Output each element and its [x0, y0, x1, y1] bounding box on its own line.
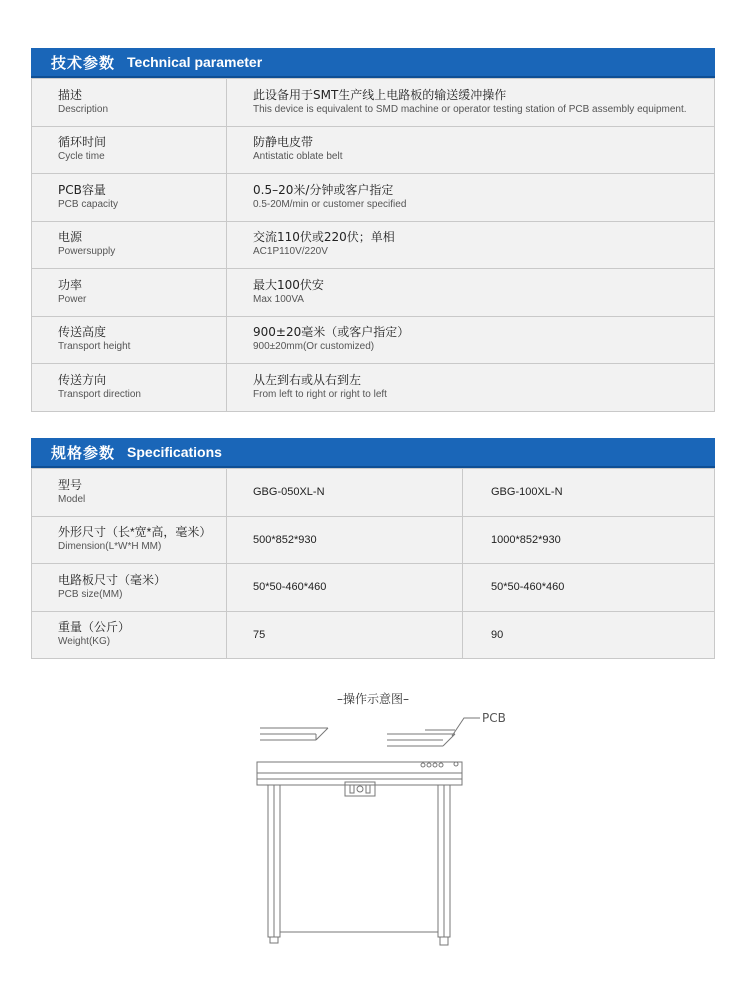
param-key-cell — [32, 174, 227, 222]
table-row — [32, 364, 715, 412]
control-box — [345, 782, 375, 796]
spec-key-cell — [32, 564, 227, 612]
spec-key-zh: 重量（公斤） — [58, 620, 131, 635]
param-key-zh: 描述 — [58, 87, 83, 102]
conveyor-top-rail — [257, 762, 462, 773]
operation-diagram — [230, 688, 530, 958]
left-leg — [268, 785, 280, 943]
spec-value-050: 500*852*930 — [227, 516, 463, 564]
param-key-zh: 传送高度 — [58, 325, 107, 340]
spec-value-100: 1000*852*930 — [463, 516, 715, 564]
spec-key-zh: 型号 — [58, 477, 83, 492]
section-title-zh: 技术参数 — [51, 53, 116, 72]
spec-value-100: GBG-100XL-N — [463, 469, 715, 517]
table-row — [32, 564, 715, 612]
spec-value-050: 50*50-460*460 — [227, 564, 463, 612]
section-title-en: Specifications — [127, 444, 222, 460]
param-value-zh: 此设备用于SMT生产线上电路板的输送缓冲操作 — [253, 87, 507, 102]
section-title-en: Technical parameter — [127, 54, 263, 70]
spec-key-zh: 电路板尺寸（毫米） — [58, 572, 167, 587]
section-title-zh: 规格参数 — [51, 443, 116, 462]
spec-value-100: 50*50-460*460 — [463, 564, 715, 612]
param-key-cell — [32, 316, 227, 364]
spec-value-050: 75 — [227, 611, 463, 659]
spec-key-cell — [32, 516, 227, 564]
param-key-cell — [32, 79, 227, 127]
specifications-table — [31, 468, 715, 659]
specifications-section — [31, 438, 715, 659]
spec-value-050: GBG-050XL-N — [227, 469, 463, 517]
pcb-label: PCB — [482, 711, 506, 725]
table-row — [32, 269, 715, 317]
sensor-knobs — [421, 762, 458, 767]
param-key-en: Transport height — [58, 341, 131, 353]
param-key-en: Powersupply — [58, 246, 116, 258]
table-row — [32, 516, 715, 564]
param-key-en: Cycle time — [58, 151, 105, 163]
param-value-cell — [227, 126, 715, 174]
spec-key-en: Dimension(L*W*H MM) — [58, 541, 162, 553]
table-row — [32, 316, 715, 364]
flow-arrow-right — [387, 730, 455, 746]
table-row — [32, 79, 715, 127]
param-value-zh: 防静电皮带 — [253, 135, 314, 150]
param-value-zh: 0.5–20米/分钟或客户指定 — [253, 182, 394, 197]
param-key-cell — [32, 221, 227, 269]
param-value-en: Max 100VA — [253, 293, 304, 305]
param-value-en: Antistatic oblate belt — [253, 151, 343, 163]
param-key-zh: 传送方向 — [58, 372, 107, 387]
param-value-en: 900±20mm(Or customized) — [253, 341, 375, 353]
param-value-zh: 从左到右或从右到左 — [253, 372, 362, 387]
spec-key-cell — [32, 469, 227, 517]
flow-arrow-left — [260, 728, 328, 740]
param-value-zh: 900±20毫米（或客户指定） — [253, 325, 410, 340]
table-row — [32, 469, 715, 517]
diagram-title: –操作示意图– — [336, 692, 409, 706]
spec-value-100: 90 — [463, 611, 715, 659]
param-key-en: PCB capacity — [58, 198, 119, 210]
right-leg — [438, 785, 450, 945]
param-key-en: Transport direction — [58, 388, 141, 400]
spec-key-zh: 外形尺寸（长*宽*高，毫米） — [58, 525, 212, 540]
param-value-en: 0.5-20M/min or customer specified — [253, 198, 407, 210]
spec-key-cell — [32, 611, 227, 659]
table-row — [32, 611, 715, 659]
param-value-en: From left to right or right to left — [253, 388, 387, 400]
param-key-cell — [32, 364, 227, 412]
technical-parameter-table — [31, 78, 715, 412]
param-key-cell — [32, 126, 227, 174]
param-value-zh: 最大100伏安 — [253, 277, 324, 292]
param-key-en: Power — [58, 293, 87, 305]
param-key-zh: 循环时间 — [58, 135, 107, 150]
param-value-zh: 交流110伏或220伏；单相 — [253, 230, 395, 245]
param-key-cell — [32, 269, 227, 317]
spec-key-en: PCB size(MM) — [58, 588, 123, 600]
pcb-leader-line — [452, 718, 480, 736]
param-value-cell — [227, 221, 715, 269]
table-row — [32, 221, 715, 269]
param-key-zh: 电源 — [58, 230, 83, 245]
param-value-cell — [227, 269, 715, 317]
param-value-en: AC1P110V/220V — [253, 246, 328, 258]
spec-key-en: Model — [58, 493, 86, 505]
param-value-cell — [227, 174, 715, 222]
param-key-en: Description — [58, 103, 109, 115]
table-row — [32, 126, 715, 174]
param-key-zh: PCB容量 — [58, 182, 106, 197]
specifications-header — [31, 438, 715, 468]
conveyor-drawing — [230, 688, 530, 958]
param-value-en: This device is equivalent to SMD machine or operator testing station of PCB assembly equipment. — [253, 103, 687, 115]
param-key-zh: 功率 — [58, 277, 83, 292]
param-value-cell — [227, 364, 715, 412]
table-row — [32, 174, 715, 222]
technical-parameter-header — [31, 48, 715, 78]
param-value-cell — [227, 316, 715, 364]
spec-key-en: Weight(KG) — [58, 636, 111, 648]
param-value-cell — [227, 79, 715, 127]
technical-parameter-section — [31, 48, 715, 412]
